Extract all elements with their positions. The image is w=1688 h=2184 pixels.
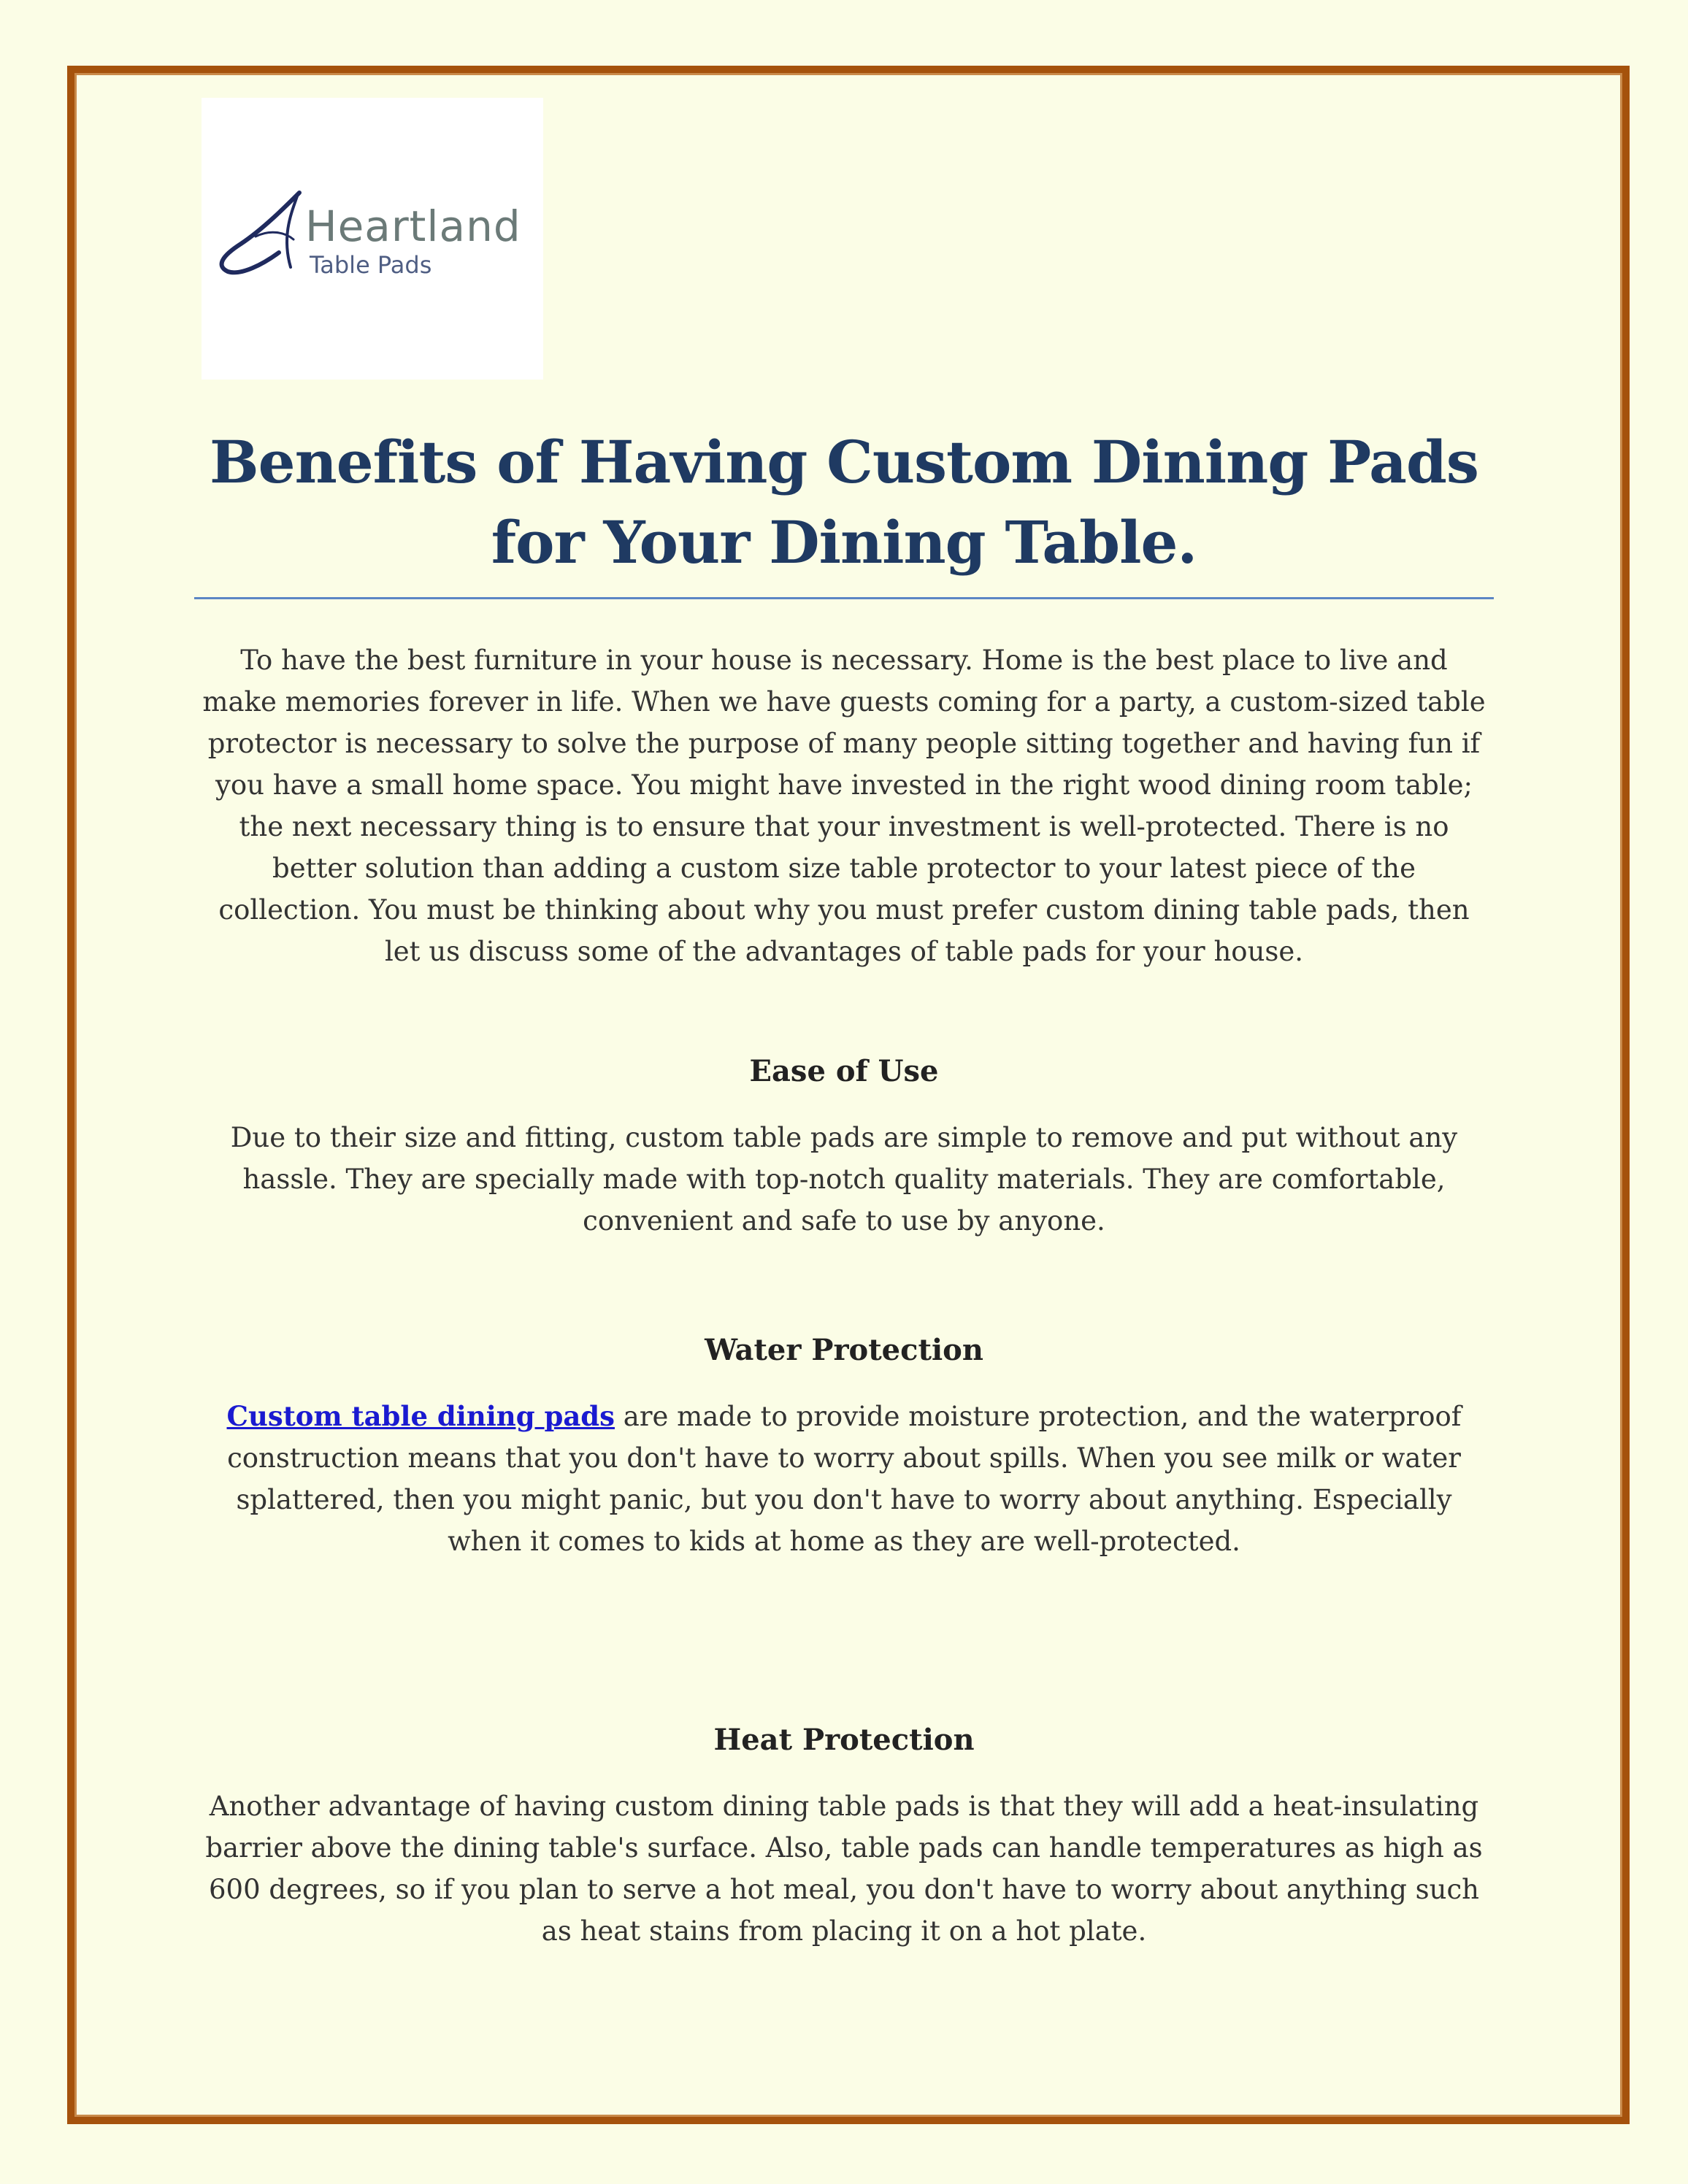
ease-of-use-paragraph: Due to their size and fitting, custom table pads are simple to remove and put without any hassle. They are specially made with top-notch quality materials. They are comfortable, convenient and safe to use by anyone. xyxy=(230,1122,1458,1237)
logo xyxy=(202,98,543,380)
heat-protection-paragraph: Another advantage of having custom dining table pads is that they will add a heat-insulating barrier above the dining table's surface. Also, table pads can handle temperatures as high as 600 degrees, so if you plan to serve a hot meal, you don't have to worry about anything such as heat stains from placing it on a hot plate. xyxy=(205,1791,1483,1947)
intro-paragraph: To have the best furniture in your house is necessary. Home is the best place to live and make memories forever in life. When we have guests coming for a party, a custom-sized table protector is necessary to solve the purpose of many people sitting together and having fun if you have a small home space. You might have invested in the right wood dining room table; the next necessary thing is to ensure that your investment is well-protected. There is no better solution than adding a custom size table protector to your latest piece of the collection. You must be thinking about why you must prefer custom dining table pads, then let us discuss some of the advantages of table pads for your house. xyxy=(202,645,1486,967)
swoosh-logo-icon xyxy=(212,185,314,280)
heading-heat-protection: Heat Protection xyxy=(713,1723,975,1757)
heading-ease-of-use: Ease of Use xyxy=(749,1054,939,1088)
water-protection-text: are made to provide moisture protection, and the waterproof construction means that you don't have to worry about spills. When you see milk or water splattered, then you might panic, but you don't have to worry about anything. Especially when it comes to kids at home as they are well-protected. xyxy=(227,1401,1462,1557)
logo-brand-main: Heartland xyxy=(305,201,521,251)
title-divider xyxy=(194,597,1494,599)
logo-brand-sub: Table Pads xyxy=(310,251,432,279)
custom-table-dining-pads-link[interactable]: Custom table dining pads xyxy=(226,1400,615,1432)
heading-water-protection: Water Protection xyxy=(705,1333,983,1367)
water-protection-paragraph xyxy=(202,1396,1486,1562)
page-title: Benefits of Having Custom Dining Pads for Your Dining Table. xyxy=(210,428,1478,577)
